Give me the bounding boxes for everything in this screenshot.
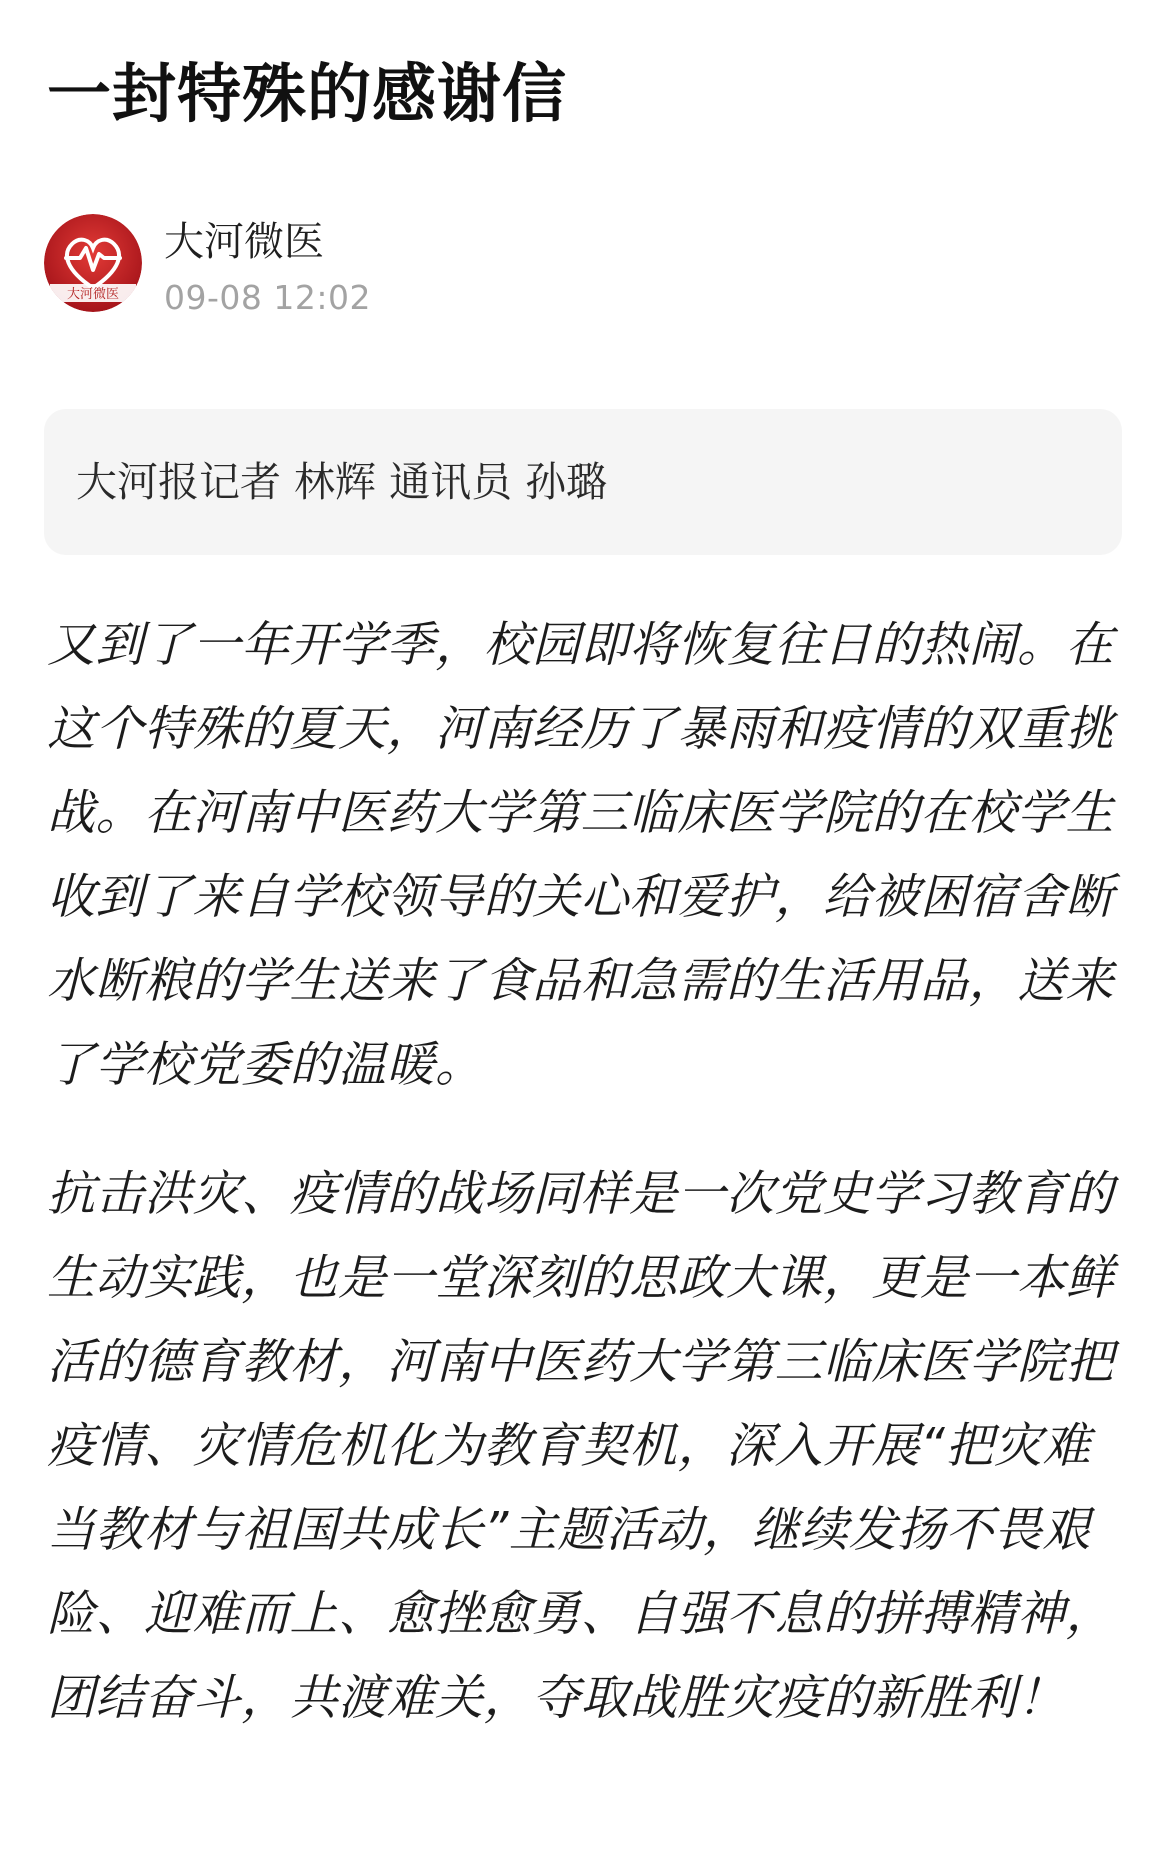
avatar-logo-text: 大河微医 bbox=[66, 287, 120, 302]
byline-text: 大河报记者 林辉 通讯员 孙璐 bbox=[76, 458, 608, 506]
publish-time: 09-08 12:02 bbox=[164, 278, 371, 317]
article-title: 一封特殊的感谢信 bbox=[47, 58, 567, 132]
author-header[interactable] bbox=[44, 214, 644, 318]
author-name[interactable]: 大河微医 bbox=[164, 219, 324, 265]
paragraph-1: 又到了一年开学季，校园即将恢复往日的热闹。在这个特殊的夏天，河南经历了暴雨和疫情的双重挑战。在河南中医药大学第三临床医学院的在校学生收到了来自学校领导的关心和爱护，给被困宿舍断水断粮的学生送来了食品和急需的生活用品，送来了学校党委的温暖。 bbox=[47, 617, 1115, 1093]
byline-box bbox=[44, 409, 1122, 555]
heart-logo-icon bbox=[44, 214, 142, 312]
author-avatar[interactable] bbox=[44, 214, 142, 312]
paragraph-2: 抗击洪灾、疫情的战场同样是一次党史学习教育的生动实践，也是一堂深刻的思政大课，更是一本鲜活的德育教材，河南中医药大学第三临床医学院把疫情、灾情危机化为教育契机，深入开展“把灾难当教材与祖国共成长”主题活动，继续发扬不畏艰险、迎难而上、愈挫愈勇、自强不息的拼搏精神，团结奋斗，共渡难关，夺取战胜灾疫的新胜利！ bbox=[47, 1166, 1115, 1726]
